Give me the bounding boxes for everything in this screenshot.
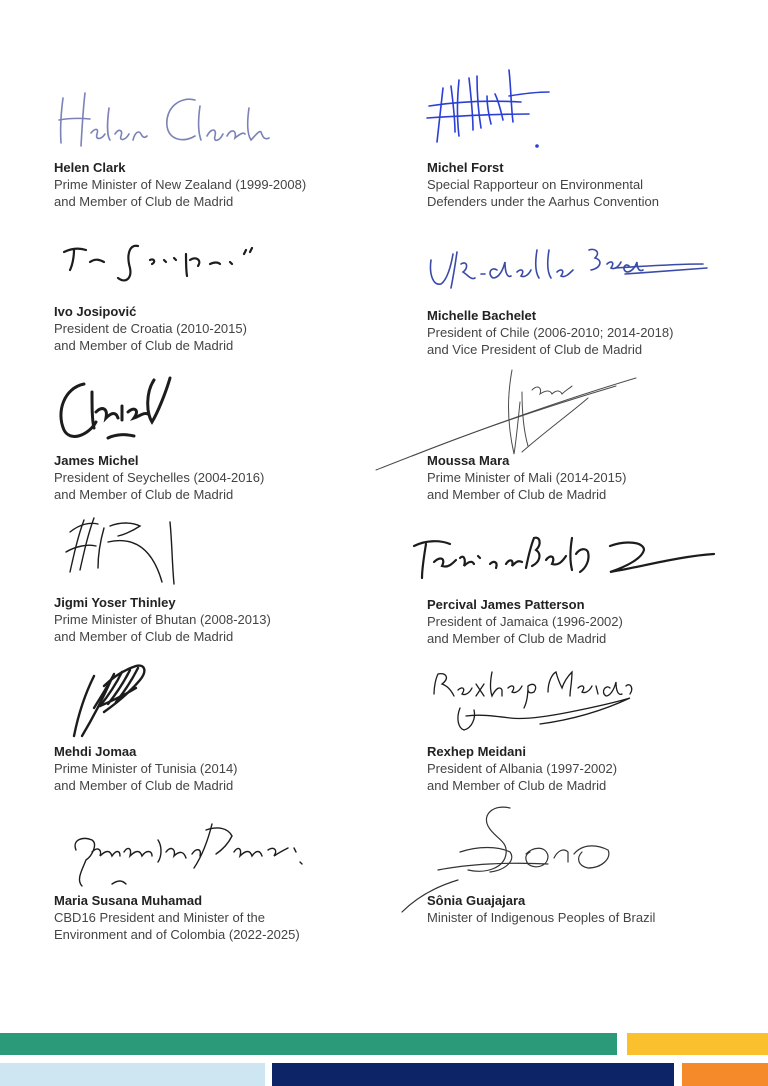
signatory-james-michel xyxy=(54,452,384,503)
signatory-name: Percival James Patterson xyxy=(427,597,585,612)
footer-bar-yellow xyxy=(627,1033,768,1055)
signatory-jigmi-yoser-thinley xyxy=(54,594,384,645)
signatory-affiliation: and Vice President of Club de Madrid xyxy=(427,342,643,357)
signature-maria-susana-muhamad xyxy=(62,810,312,890)
signatory-name: Mehdi Jomaa xyxy=(54,744,137,759)
signatory-title: Special Rapporteur on Environmental xyxy=(427,177,644,192)
signature-helen-clark xyxy=(55,88,275,153)
footer-bar-orange xyxy=(682,1063,768,1086)
signatory-affiliation: and Member of Club de Madrid xyxy=(54,338,234,353)
signatory-affiliation: and Member of Club de Madrid xyxy=(54,194,234,209)
signatory-title: Minister of Indigenous Peoples of Brazil xyxy=(427,910,656,925)
signatory-michelle-bachelet xyxy=(427,307,757,358)
signatory-ivo-josipovic xyxy=(54,303,384,354)
signatory-maria-susana-muhamad xyxy=(54,892,384,943)
footer-bar-navy xyxy=(272,1063,674,1086)
signatory-percival-james-patterson xyxy=(427,596,757,647)
signatory-affiliation: Environment and of Colombia (2022-2025) xyxy=(54,927,300,942)
signatory-sonia-guajajara xyxy=(427,892,757,926)
footer-bar-green xyxy=(0,1033,617,1055)
signatory-title: President de Croatia (2010-2015) xyxy=(54,321,247,336)
signatory-affiliation: and Member of Club de Madrid xyxy=(427,631,607,646)
signatory-name: Michel Forst xyxy=(427,160,504,175)
signature-ivo-josipovic xyxy=(60,238,275,303)
signatory-moussa-mara xyxy=(427,452,757,503)
signatory-title: Prime Minister of Mali (2014-2015) xyxy=(427,470,627,485)
signatory-title: Prime Minister of New Zealand (1999-2008) xyxy=(54,177,307,192)
signatory-name: Jigmi Yoser Thinley xyxy=(54,595,176,610)
signatory-title: President of Albania (1997-2002) xyxy=(427,761,618,776)
signature-james-michel xyxy=(56,372,186,450)
signature-michelle-bachelet xyxy=(425,240,715,300)
signatory-helen-clark xyxy=(54,159,384,210)
signatory-title: President of Jamaica (1996-2002) xyxy=(427,614,623,629)
signatory-rexhep-meidani xyxy=(427,743,757,794)
signature-percival-james-patterson xyxy=(410,528,720,590)
signatory-title: President of Seychelles (2004-2016) xyxy=(54,470,265,485)
signatory-mehdi-jomaa xyxy=(54,743,384,794)
signatory-name: Ivo Josipović xyxy=(54,304,137,319)
signatory-name: James Michel xyxy=(54,453,139,468)
signatory-affiliation: Defenders under the Aarhus Convention xyxy=(427,194,659,209)
signatory-name: Helen Clark xyxy=(54,160,126,175)
signatory-affiliation: and Member of Club de Madrid xyxy=(54,487,234,502)
signatory-name: Rexhep Meidani xyxy=(427,744,526,759)
signatory-affiliation: and Member of Club de Madrid xyxy=(427,487,607,502)
signature-rexhep-meidani xyxy=(430,668,640,738)
signature-mehdi-jomaa xyxy=(64,656,164,742)
signatory-affiliation: and Member of Club de Madrid xyxy=(54,778,234,793)
signatory-name: Sônia Guajajara xyxy=(427,893,526,908)
signatory-name: Michelle Bachelet xyxy=(427,308,537,323)
signatory-title: Prime Minister of Tunisia (2014) xyxy=(54,761,238,776)
signatory-michel-forst xyxy=(427,159,757,210)
footer-bar-light-blue xyxy=(0,1063,265,1086)
signature-michel-forst xyxy=(425,66,555,156)
signatory-name: Moussa Mara xyxy=(427,453,510,468)
signatory-name: Maria Susana Muhamad xyxy=(54,893,203,908)
signatory-affiliation: and Member of Club de Madrid xyxy=(427,778,607,793)
signatory-affiliation: and Member of Club de Madrid xyxy=(54,629,234,644)
signatory-title: President of Chile (2006-2010; 2014-2018) xyxy=(427,325,674,340)
signatory-title: CBD16 President and Minister of the xyxy=(54,910,265,925)
signature-jigmi-yoser-thinley xyxy=(60,512,190,592)
signatory-title: Prime Minister of Bhutan (2008-2013) xyxy=(54,612,271,627)
